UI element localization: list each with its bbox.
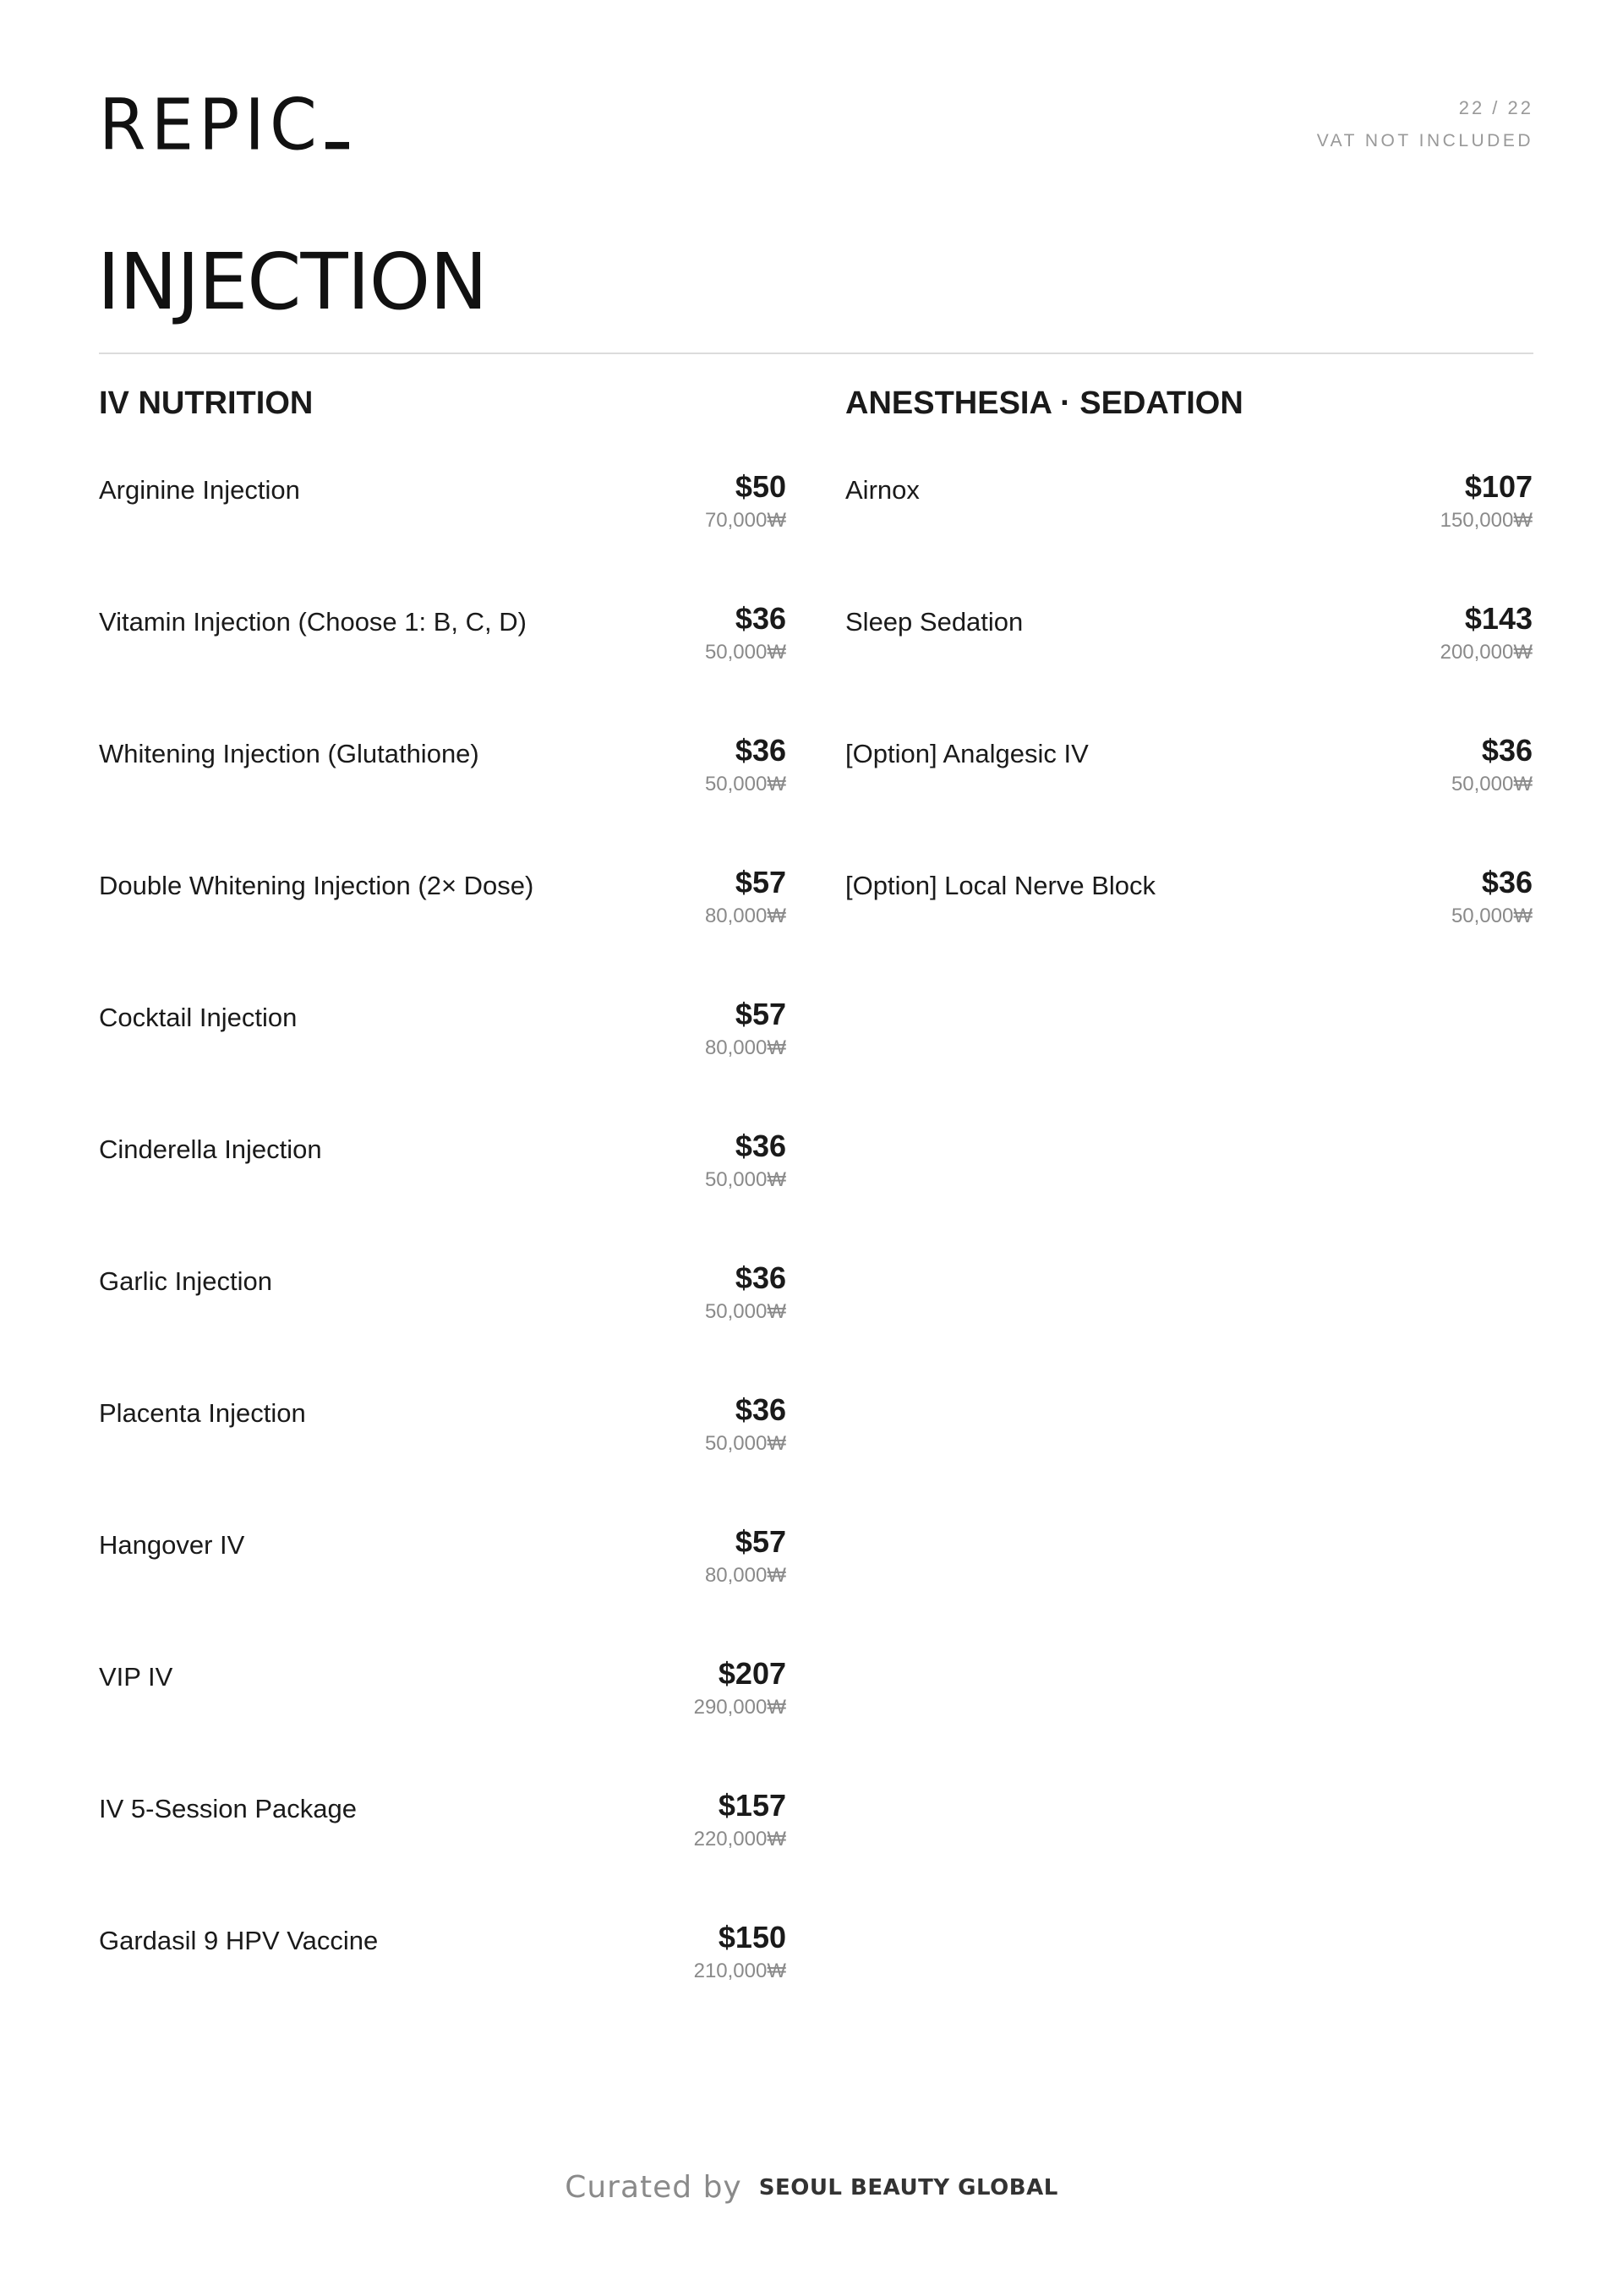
item-name: [Option] Local Nerve Block — [845, 871, 1156, 900]
item-name: Gardasil 9 HPV Vaccine — [99, 1926, 379, 1955]
price-usd: $50 — [735, 469, 786, 504]
item-name: IV 5-Session Package — [99, 1794, 358, 1823]
price-list — [845, 468, 1533, 996]
logo-underscore — [325, 142, 349, 149]
price-item — [99, 600, 786, 732]
item-name: Airnox — [845, 475, 920, 505]
price-krw: 50,000₩ — [704, 773, 786, 795]
price-usd: $36 — [735, 601, 786, 636]
price-krw: 50,000₩ — [1451, 773, 1533, 795]
price-usd: $36 — [735, 733, 786, 768]
item-name: Garlic Injection — [99, 1266, 273, 1296]
price-krw: 50,000₩ — [704, 641, 786, 664]
item-name: Placenta Injection — [99, 1398, 306, 1428]
price-krw: 50,000₩ — [704, 1432, 786, 1455]
price-usd: $36 — [735, 1260, 786, 1295]
section-title: ANESTHESIA · SEDATION — [845, 385, 1243, 421]
price-usd: $36 — [735, 1392, 786, 1427]
price-krw: 70,000₩ — [704, 509, 786, 532]
price-krw: 80,000₩ — [704, 1036, 786, 1059]
price-item — [99, 1260, 786, 1391]
price-item — [99, 1128, 786, 1260]
price-item — [99, 468, 786, 600]
title-divider — [99, 353, 1533, 354]
price-krw: 50,000₩ — [704, 1300, 786, 1323]
price-krw: 220,000₩ — [693, 1828, 786, 1850]
item-name: Vitamin Injection (Choose 1: B, C, D) — [99, 607, 527, 637]
price-usd: $36 — [1481, 733, 1533, 768]
logo-text: REPIC — [99, 83, 322, 167]
price-item — [845, 732, 1533, 864]
page-meta — [1317, 99, 1533, 150]
price-item — [99, 1523, 786, 1655]
price-usd: $57 — [735, 1524, 786, 1559]
price-item — [99, 996, 786, 1128]
item-name: VIP IV — [99, 1662, 173, 1692]
page-number: 22 / 22 — [1458, 97, 1533, 118]
price-item — [99, 1655, 786, 1787]
section-anesthesia-sedation — [845, 387, 1533, 996]
footer — [0, 2170, 1623, 2205]
item-name: Cocktail Injection — [99, 1003, 298, 1032]
price-usd: $157 — [718, 1788, 786, 1823]
price-usd: $143 — [1464, 601, 1533, 636]
price-usd: $57 — [735, 997, 786, 1031]
price-item — [845, 864, 1533, 996]
price-item — [99, 1787, 786, 1919]
price-usd: $57 — [735, 865, 786, 899]
price-item — [99, 864, 786, 996]
price-krw: 50,000₩ — [1451, 905, 1533, 927]
price-usd: $36 — [735, 1129, 786, 1163]
price-item — [99, 732, 786, 864]
price-item — [99, 1919, 786, 2051]
price-usd: $207 — [718, 1656, 786, 1691]
item-name: Hangover IV — [99, 1530, 245, 1560]
price-krw: 80,000₩ — [704, 1564, 786, 1587]
price-krw: 200,000₩ — [1440, 641, 1533, 664]
price-item — [99, 1391, 786, 1523]
price-item — [845, 600, 1533, 732]
footer-brand: SEOUL BEAUTY GLOBAL — [758, 2175, 1058, 2200]
item-name: Arginine Injection — [99, 475, 300, 505]
price-krw: 210,000₩ — [693, 1960, 786, 1982]
price-usd: $107 — [1464, 469, 1533, 504]
price-list — [99, 468, 786, 2051]
item-name: Sleep Sedation — [845, 607, 1024, 637]
item-name: Whitening Injection (Glutathione) — [99, 739, 479, 768]
price-krw: 150,000₩ — [1440, 509, 1533, 532]
page-title: INJECTION — [97, 237, 488, 327]
price-krw: 290,000₩ — [693, 1696, 786, 1719]
curated-by-label: Curated by — [565, 2170, 742, 2205]
vat-note: VAT NOT INCLUDED — [1316, 131, 1533, 150]
price-usd: $36 — [1481, 865, 1533, 899]
price-item — [845, 468, 1533, 600]
price-krw: 50,000₩ — [704, 1168, 786, 1191]
price-krw: 80,000₩ — [704, 905, 786, 927]
section-iv-nutrition — [99, 387, 786, 2051]
item-name: [Option] Analgesic IV — [845, 739, 1089, 768]
item-name: Cinderella Injection — [99, 1134, 322, 1164]
item-name: Double Whitening Injection (2× Dose) — [99, 871, 534, 900]
brand-logo — [99, 83, 349, 167]
price-usd: $150 — [718, 1920, 786, 1954]
section-title: IV NUTRITION — [99, 385, 314, 421]
